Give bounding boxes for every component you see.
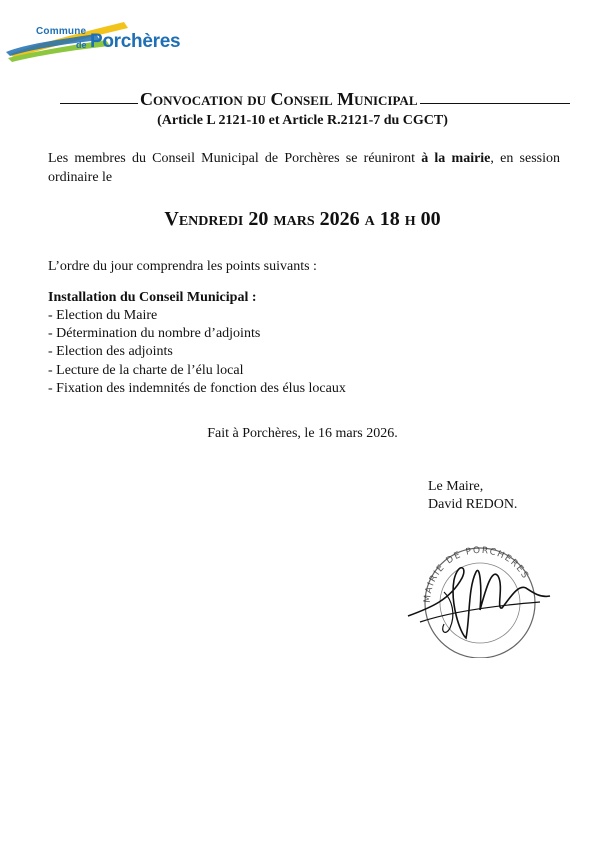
signatory [428, 478, 517, 514]
agenda-list [48, 307, 346, 398]
agenda-item: - Election des adjoints [48, 344, 173, 360]
agenda-item: - Election du Maire [48, 308, 158, 323]
logo-commune-text: Commune [36, 26, 87, 37]
intro-emphasis: à la mairie [421, 151, 491, 166]
title-row [60, 90, 570, 108]
title-rule-left [60, 103, 138, 104]
intro-text-before: Les membres du Conseil Municipal de Porchères se réuniront [48, 151, 422, 166]
meeting-datetime: Vendredi 20 mars 2026 a 18 h 00 [164, 208, 441, 230]
agenda-item: - Lecture de la charte de l’élu local [48, 362, 244, 378]
agenda-heading: Installation du Conseil Municipal : [48, 290, 257, 305]
document-subtitle: (Article L 2121-10 et Article R.2121-7 du CGCT) [157, 113, 448, 128]
logo-de-text: de [76, 40, 87, 50]
intro-text-after: , en session ordinaire le [48, 151, 561, 185]
agenda-item: - Fixation des indemnités de fonction des élus locaux [48, 380, 346, 396]
signatory-name: David REDON. [428, 497, 518, 512]
agenda-item: - Détermination du nombre d’adjoints [48, 326, 261, 342]
agenda-intro: L’ordre du jour comprendra les points suivants : [48, 259, 317, 274]
stamp-text: MAIRIE DE PORCHERES [422, 545, 531, 604]
title-rule-right [420, 103, 571, 104]
signed-at: Fait à Porchères, le 16 mars 2026. [207, 426, 398, 441]
intro-paragraph [48, 149, 560, 187]
svg-text:MAIRIE DE PORCHERES [423, 546, 531, 603]
signatory-role: Le Maire, [428, 479, 484, 494]
document-title: Convocation du Conseil Municipal [140, 89, 418, 109]
mairie-stamp-signature-icon [400, 528, 560, 658]
logo-name-text: Porchères [90, 31, 181, 52]
commune-logo [6, 14, 186, 62]
